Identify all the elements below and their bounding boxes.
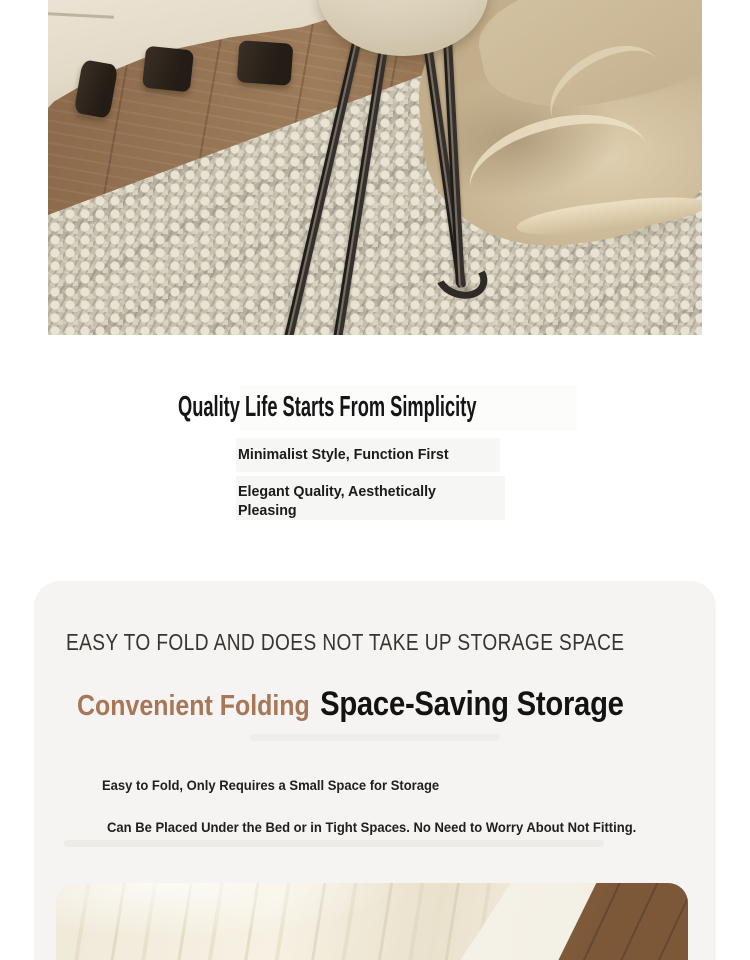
card-point-1: Easy to Fold, Only Requires a Small Space for Storage bbox=[102, 777, 440, 793]
sofa-foot bbox=[142, 46, 194, 93]
ghost-smudge bbox=[64, 840, 604, 847]
intro-subtitle-2: Elegant Quality, Aesthetically Pleasing bbox=[238, 483, 436, 519]
storage-feature-card bbox=[34, 581, 716, 960]
sofa-foot bbox=[237, 40, 294, 86]
hero-product-photo[interactable] bbox=[48, 0, 702, 335]
intro-subtitle-1: Minimalist Style, Function First bbox=[238, 446, 449, 463]
card-title-accent: Convenient Folding bbox=[77, 690, 310, 722]
card-title bbox=[77, 685, 624, 724]
card-point-2: Can Be Placed Under the Bed or in Tight Spaces. No Need to Worry About Not Fitting. bbox=[107, 819, 637, 835]
intro-title: Quality Life Starts From Simplicity bbox=[178, 391, 477, 423]
ghost-smudge bbox=[250, 734, 500, 741]
storage-product-photo[interactable] bbox=[56, 883, 688, 960]
card-eyebrow: EASY TO FOLD AND DOES NOT TAKE UP STORAGE SPACE bbox=[66, 629, 625, 655]
card-title-main: Space-Saving Storage bbox=[320, 685, 624, 723]
